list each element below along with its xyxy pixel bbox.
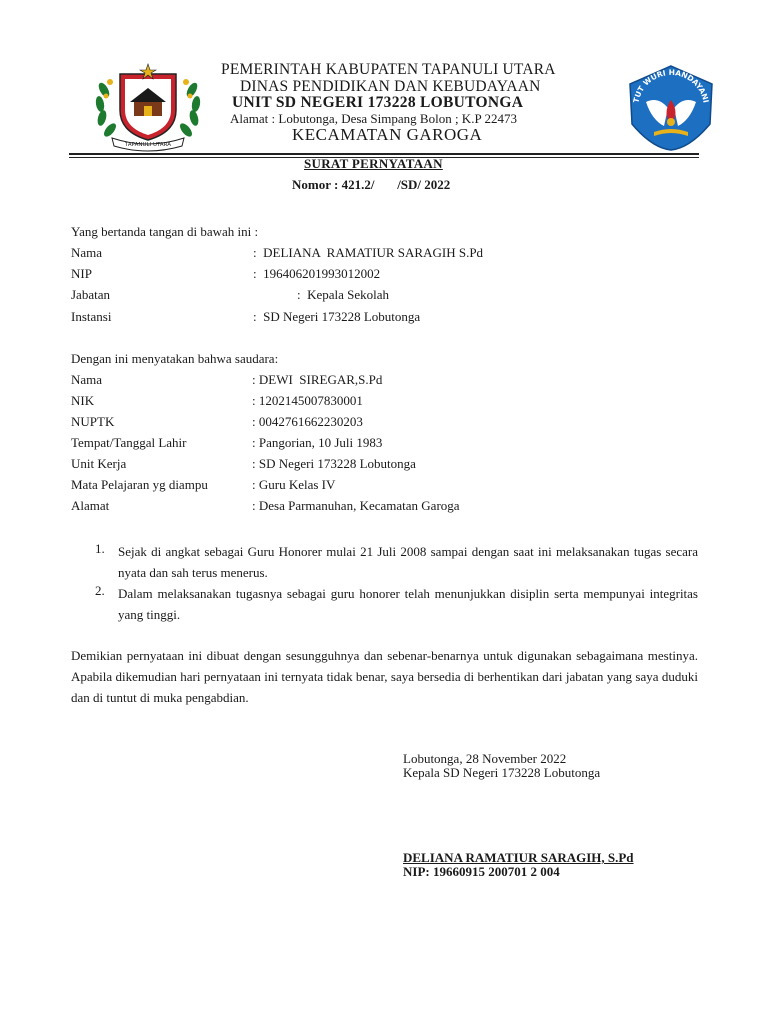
logo-motto-text: TUT WURI HANDAYANI	[631, 67, 711, 104]
letterhead-address: Alamat : Lobutonga, Desa Simpang Bolon ; K.P 22473	[230, 111, 517, 126]
subject-label-name: Nama	[71, 372, 103, 387]
signatory-name: DELIANA RAMATIUR SARAGIH, S.Pd	[403, 850, 634, 865]
subject-value-nik: : 1202145007830001	[252, 393, 363, 408]
document-title: SURAT PERNYATAAN	[304, 156, 443, 171]
place-date: Lobutonga, 28 November 2022	[403, 751, 567, 766]
emblem-ribbon-text: TAPANULI UTARA	[124, 142, 172, 148]
signer-label-nip: NIP	[71, 266, 92, 281]
letterhead-school-unit: UNIT SD NEGERI 173228 LOBUTONGA	[232, 94, 524, 111]
statement-intro-text: Dengan ini menyatakan bahwa saudara:	[71, 351, 279, 366]
subject-value-name: : DEWI SIREGAR,S.Pd	[252, 372, 383, 387]
signer-label-position: Jabatan	[71, 287, 110, 302]
signer-value-institution: : SD Negeri 173228 Lobutonga	[253, 309, 421, 324]
signer-value-name: : DELIANA RAMATIUR SARAGIH S.Pd	[253, 245, 484, 260]
point-2-number: 2.	[95, 583, 105, 598]
letterhead-district: KECAMATAN GAROGA	[292, 125, 483, 144]
document-number: Nomor : 421.2/ /SD/ 2022	[292, 177, 451, 192]
tapanuli-utara-emblem-icon	[92, 60, 204, 152]
subject-value-address: : Desa Parmanuhan, Kecamatan Garoga	[252, 498, 460, 513]
subject-value-work-unit: : SD Negeri 173228 Lobutonga	[252, 456, 416, 471]
point-2-text: Dalam melaksanakan tugasnya sebagai guru honorer telah menunjukkan disiplin serta mempunyai integritas yang tinggi.	[118, 586, 698, 622]
point-1-text: Sejak di angkat sebagai Guru Honorer mulai 21 Juli 2008 sampai dengan saat ini melaksanakan tugas secara nyata dan sah terus menerus.	[118, 544, 698, 580]
signer-position: Kepala SD Negeri 173228 Lobutonga	[403, 765, 601, 780]
subject-value-subject: : Guru Kelas IV	[252, 477, 336, 492]
signatory-nip: NIP: 19660915 200701 2 004	[403, 864, 560, 879]
subject-label-birth: Tempat/Tanggal Lahir	[71, 435, 187, 450]
signer-value-nip: : 196406201993012002	[253, 266, 381, 281]
subject-label-work-unit: Unit Kerja	[71, 456, 127, 471]
closing-paragraph: Demikian pernyataan ini dibuat dengan sesungguhnya dan sebenar-benarnya untuk digunakan sebagaimana mestinya. Apabila dikemudian hari pernyataan ini ternyata tidak benar, saya bersedia di berhentikan dari jabatan yang saya duduki dan di tuntut di muka pengabdian.	[71, 648, 698, 705]
subject-value-nuptk: : 0042761662230203	[252, 414, 363, 429]
letterhead-divider-thick	[69, 153, 699, 155]
subject-label-subject: Mata Pelajaran yg diampu	[71, 477, 208, 492]
subject-value-birth: : Pangorian, 10 Juli 1983	[252, 435, 383, 450]
point-1-number: 1.	[95, 541, 105, 556]
letterhead-department: DINAS PENDIDIKAN DAN KEBUDAYAAN	[240, 78, 541, 95]
letterhead-government: PEMERINTAH KABUPATEN TAPANULI UTARA	[221, 61, 556, 78]
signer-value-position: : Kepala Sekolah	[297, 287, 390, 302]
subject-label-address: Alamat	[71, 498, 110, 513]
signer-label-institution: Instansi	[71, 309, 112, 324]
intro-text: Yang bertanda tangan di bawah ini :	[71, 224, 259, 239]
subject-label-nuptk: NUPTK	[71, 414, 115, 429]
signer-label-name: Nama	[71, 245, 103, 260]
subject-label-nik: NIK	[71, 393, 95, 408]
